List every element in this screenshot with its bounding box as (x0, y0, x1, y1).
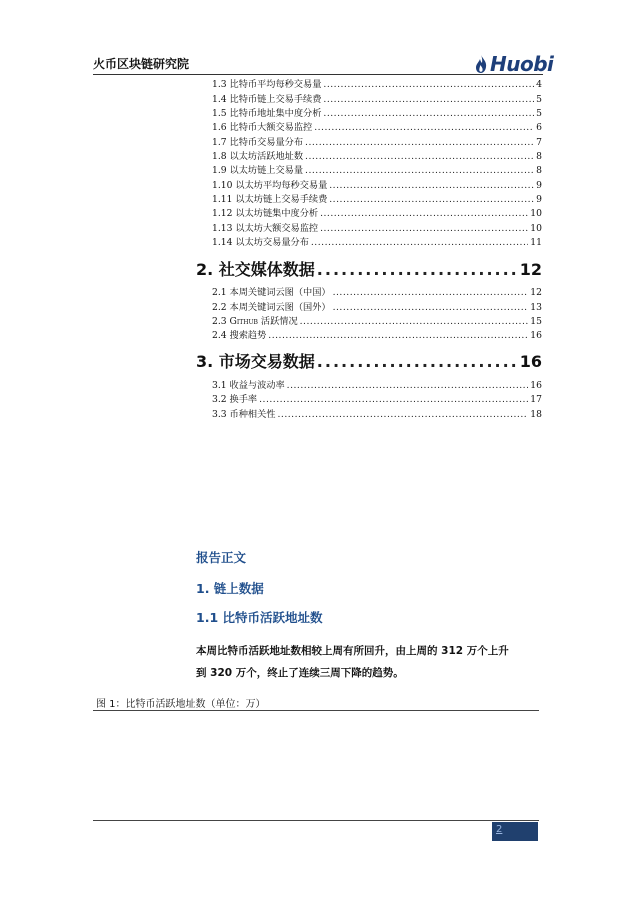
toc-leader (305, 150, 534, 164)
toc-section-page: 12 (519, 260, 542, 279)
toc-entry[interactable] (212, 393, 542, 407)
toc-entry-label (212, 315, 298, 329)
toc-entry[interactable] (212, 164, 542, 178)
toc-entry[interactable] (212, 107, 542, 121)
toc-section-market-trading[interactable] (196, 350, 542, 374)
toc-leader (323, 93, 534, 107)
toc-leader (333, 301, 529, 315)
toc-entry-label: 1.8 以太坊活跃地址数 (212, 151, 304, 162)
toc-entry-page: 11 (530, 237, 542, 248)
toc-leader (300, 315, 529, 329)
report-heading: 报告正文 (196, 550, 247, 565)
toc-entry-page: 17 (530, 394, 542, 405)
toc-entry-page: 10 (530, 208, 542, 219)
toc-entry[interactable] (212, 179, 542, 193)
toc-entry-label: 2.1 本周关键词云图（中国） (212, 287, 331, 298)
subsection-heading: 1.1 比特币活跃地址数 (196, 610, 323, 625)
toc-entry-page: 16 (530, 380, 542, 391)
toc-entry-label: 1.11 以太坊链上交易手续费 (212, 194, 328, 205)
toc-leader (329, 193, 534, 207)
huobi-flame-icon (474, 54, 488, 74)
toc-entry-label: 1.10 以太坊平均每秒交易量 (212, 180, 328, 191)
toc-leader (320, 207, 528, 221)
body-paragraph (196, 640, 546, 684)
toc-section-label: 3. 市场交易数据 (196, 352, 315, 371)
toc-entry[interactable] (212, 408, 542, 422)
toc-entry-label: 1.9 以太坊链上交易量 (212, 165, 304, 176)
toc-entry-page: 18 (530, 409, 542, 420)
toc-entry-page: 7 (536, 137, 542, 148)
toc-leader (317, 350, 518, 374)
section-heading: 1. 链上数据 (196, 581, 264, 596)
figure-caption: 图 1：比特币活跃地址数（单位：万） (96, 699, 266, 710)
toc-entry-label: 2.4 搜索趋势 (212, 330, 267, 341)
toc-entry-page: 8 (536, 151, 542, 162)
toc-leader (323, 107, 534, 121)
toc-entry-page: 4 (536, 79, 542, 90)
toc-entry-prefix: 2.3 (212, 316, 230, 327)
toc-entry[interactable] (212, 315, 542, 329)
toc-leader (268, 329, 528, 343)
toc-leader (320, 222, 528, 236)
huobi-logo (474, 52, 553, 76)
toc-entry-label: 2.2 本周关键词云图（国外） (212, 302, 331, 313)
paragraph-line: 到 320 万个，终止了连续三周下降的趋势。 (196, 667, 404, 679)
toc-entry-label: 1.14 以太坊交易量分布 (212, 237, 309, 248)
toc-entry-page: 8 (536, 165, 542, 176)
toc-entry[interactable] (212, 121, 542, 135)
toc-entry[interactable] (212, 379, 542, 393)
paragraph-line: 本周比特币活跃地址数相较上周有所回升，由上周的 312 万个上升 (196, 645, 509, 657)
toc-entry[interactable] (212, 207, 542, 221)
toc-entry-page: 9 (536, 194, 542, 205)
toc-entry-label: 1.3 比特币平均每秒交易量 (212, 79, 322, 90)
toc-entry-page: 12 (530, 287, 542, 298)
toc-leader (333, 286, 529, 300)
toc-entry-label: 3.1 收益与波动率 (212, 380, 285, 391)
figure-divider (93, 710, 539, 711)
toc-entry-label: 1.13 以太坊大额交易监控 (212, 223, 319, 234)
toc-entry-label: 1.7 比特币交易量分布 (212, 137, 304, 148)
toc-entry[interactable] (212, 301, 542, 315)
toc-entry[interactable] (212, 236, 542, 250)
toc-entry[interactable] (212, 222, 542, 236)
github-text: Github (229, 316, 258, 327)
toc-entry-page: 6 (536, 122, 542, 133)
toc-entry-page: 5 (536, 108, 542, 119)
toc-section-page: 16 (519, 352, 542, 371)
toc-entry-suffix: 活跃情况 (257, 316, 298, 327)
toc-entry[interactable] (212, 286, 542, 300)
toc-leader (311, 236, 528, 250)
toc-entry-label: 3.3 币种相关性 (212, 409, 276, 420)
toc-entry-page: 10 (530, 223, 542, 234)
footer-divider (93, 820, 539, 821)
toc-entry-label: 1.6 比特币大额交易监控 (212, 122, 313, 133)
header-title: 火币区块链研究院 (93, 57, 190, 71)
toc-entry[interactable] (212, 329, 542, 343)
toc-entry[interactable] (212, 78, 542, 92)
toc-leader (277, 408, 528, 422)
toc-entry-label: 1.12 以太坊链集中度分析 (212, 208, 319, 219)
toc-entry-label: 1.5 比特币地址集中度分析 (212, 108, 322, 119)
toc-leader (323, 78, 534, 92)
toc-section-social-media[interactable] (196, 258, 542, 282)
toc-entry-page: 13 (530, 302, 542, 313)
toc-leader (317, 258, 518, 282)
toc-leader (314, 121, 534, 135)
logo-text: Huobi (490, 52, 554, 76)
toc-leader (305, 136, 534, 150)
toc-entry-page: 15 (530, 316, 542, 327)
toc-entry-page: 9 (536, 180, 542, 191)
toc-leader (305, 164, 534, 178)
toc-entry-label: 3.2 换手率 (212, 394, 258, 405)
header-divider (93, 74, 543, 75)
toc-entry[interactable] (212, 136, 542, 150)
toc-entry-page: 16 (530, 330, 542, 341)
toc-entry[interactable] (212, 150, 542, 164)
toc-entry[interactable] (212, 93, 542, 107)
toc-leader (287, 379, 529, 393)
toc-entry-label: 1.4 比特币链上交易手续费 (212, 94, 322, 105)
toc-entry[interactable] (212, 193, 542, 207)
page-number: 2 (496, 824, 503, 835)
toc-entry-page: 5 (536, 94, 542, 105)
toc-leader (259, 393, 528, 407)
toc-section-label: 2. 社交媒体数据 (196, 260, 315, 279)
toc-leader (329, 179, 534, 193)
